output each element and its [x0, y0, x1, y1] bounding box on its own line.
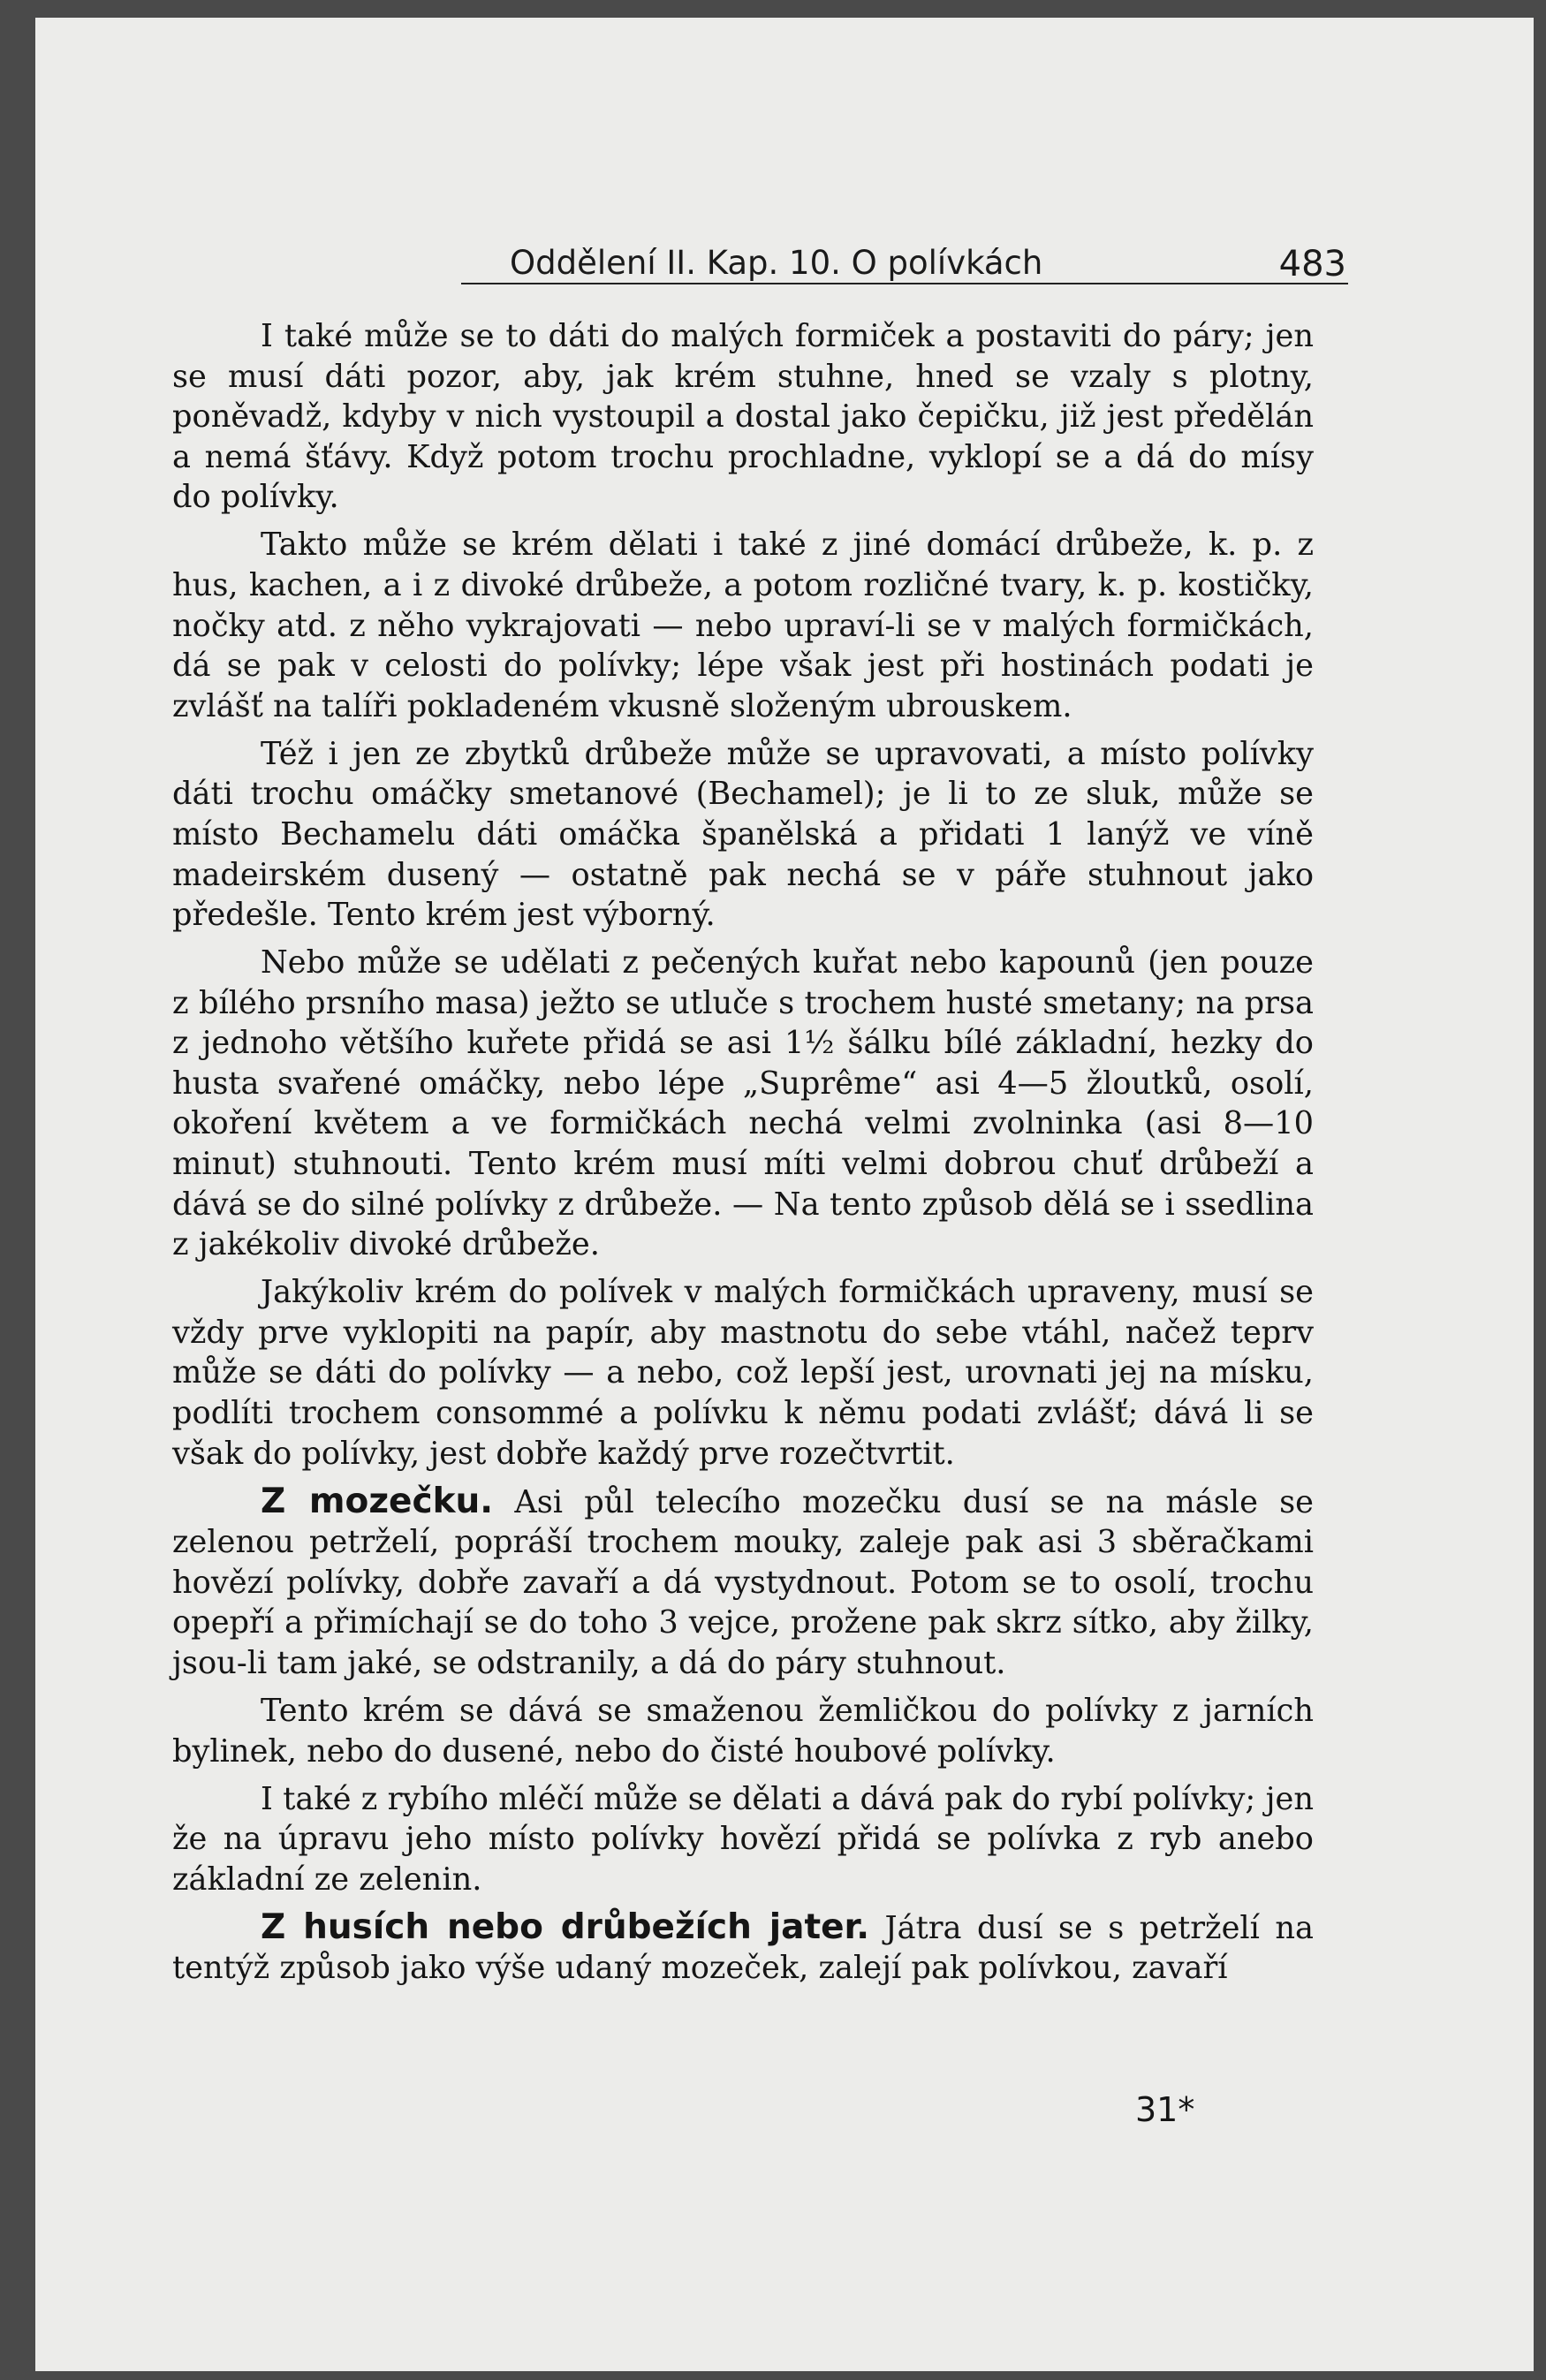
page-number: 483: [1278, 244, 1346, 284]
paragraph-text: e se to dáti do malých formiček a postaviti do páry; jen se musí dáti pozor, aby, jak krém stuhne, hned se vzaly s plotny, poněvadž, kdyby v nich vystoupil a dostal jako čepičku, již jest předělán a nemá šťávy. Když potom trochu prochladne, vyklopí se a dá do mísy do polívky.: [172, 318, 1315, 516]
paragraph-text: Takto může se krém dělati i také z jiné domácí drůbeže, k. p. z hus, kachen, a i z divoké drůbeže, a potom rozličné tvary, k. p. kostičky, nočky atd. z něho vykrajovati — nebo upraví-li se v malých formičkách, dá se pak v celosti do polívky; lépe však jest při hostinách podati je zvlášť na talíři pokladeném vkusně složeným ubrouskem.: [172, 527, 1314, 724]
paragraph: [172, 943, 1314, 1265]
paragraph-text: Játra dusí se s petrželí na tentýž způsob jako výše udaný mozeček, zalejí pak polívkou, zavaří: [172, 1909, 1314, 1987]
paragraph: [172, 1779, 1314, 1900]
paragraph-text: Asi půl telecího mozečku dusí se na másle se zelenou petrželí, popráší trochem mouky, zaleje pak asi 3 sběračkami hovězí polívky, dobře zavaří a dá vystydnout. Potom se to osolí, trochu opepří a přimíchají se do toho 3 vejce, prožene pak skrz sítko, aby žilky, jsou-li tam jaké, se odstranily, a dá do páry stuhnout.: [172, 1483, 1315, 1681]
paragraph-text: Nebo může se udělati z pečených kuřat nebo kapounů (jen pouze z bílého prsního masa) ježto se utluče s trochem husté smetany; na prsa z jednoho většího kuřete přidá se asi 1½ šálku bílé základní, hezky do husta svařené omáčky, nebo lépe „Suprême“ asi 4—5 žloutků, osolí, okoření květem a ve formičkách nechá velmi zvolninka (asi 8—10 minut) stuhnouti. Tento krém musí míti velmi dobrou chuť drůbeží a dává se do silné polívky z drůbeže. — Na tento způsob dělá se i ssedlina z jakékoliv divoké drůbeže.: [172, 944, 1314, 1263]
paragraph-text: Též i jen ze zbytků drůbeže může se upravovati, a místo polívky dáti trochu omáčky smetanové (Bechamel); je li to ze sluk, může se místo Bechamelu dáti omáčka španělská a přidati 1 lanýž ve víně madeirském dusený — ostatně pak nechá se v páře stuhnout jako předešle. Tento krém jest výborný.: [172, 735, 1314, 934]
recipe-heading: Z husích nebo drůbežích jater.: [261, 1906, 870, 1947]
body-text: [172, 316, 1314, 1996]
paragraph: [172, 525, 1314, 726]
header-title: Oddělení II. Kap. 10. O polívkách: [510, 244, 1043, 282]
paragraph: [172, 1272, 1314, 1474]
paragraph-text: Jakýkoliv krém do polívek v malých formičkách upraveny, musí se vždy prve vyklopiti na papír, aby mastnotu do sebe vtáhl, načež teprv může se dáti do polívky — a nebo, což lepší jest, urovnati jej na mísku, podlíti trochem consommé a polívku k němu podati zvlášť; dává li se však do polívky, jest dobře každý prve rozečtvrtit.: [172, 1274, 1314, 1472]
printer-signature: 31*: [1135, 2090, 1195, 2129]
recipe-heading: Z mozečku.: [261, 1481, 494, 1521]
paragraph: [172, 1907, 1314, 1989]
paragraph: [172, 316, 1314, 518]
paragraph-text: I také z rybího mléčí může se dělati a dává pak do rybí polívky; jen že na úpravu jeho místo polívky hovězí přidá se polívka z ryb anebo základní ze zelenin.: [172, 1780, 1314, 1898]
paragraph: [172, 734, 1314, 936]
running-header: [461, 223, 1348, 284]
paragraph: [172, 1482, 1314, 1684]
paragraph-text: Tento krém se dává se smaženou žemličkou do polívky z jarních bylinek, nebo do dusené, nebo do čisté houbové polívky.: [172, 1692, 1314, 1770]
paragraph: [172, 1691, 1314, 1771]
paragraph-start: I také můž: [261, 318, 430, 354]
